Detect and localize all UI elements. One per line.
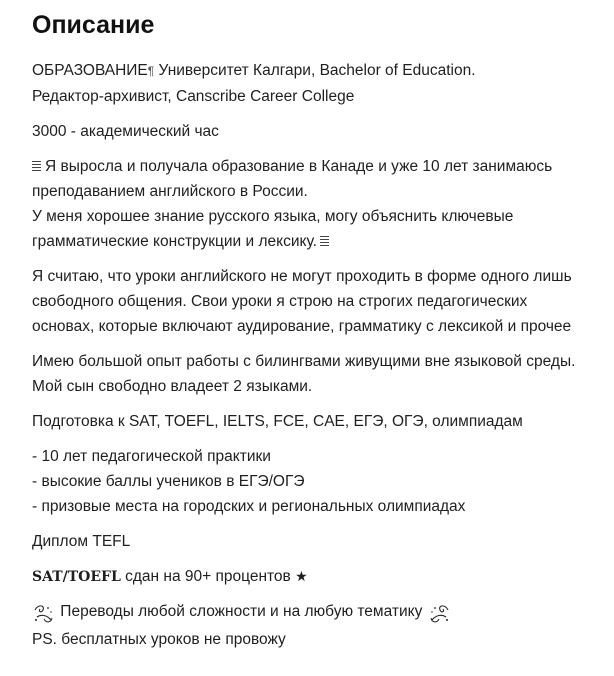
exam-prep-paragraph: Подготовка к SAT, TOEFL, IELTS, FCE, CAE, ЕГЭ, ОГЭ, олимпиадам bbox=[32, 413, 523, 430]
method-line-2: свободного общения. Свои уроки я строю на строгих педагогических bbox=[32, 293, 528, 310]
experience-paragraph bbox=[32, 349, 614, 399]
education-paragraph bbox=[32, 58, 614, 109]
education-line-2: Редактор-архивист, Canscribe Career College bbox=[32, 88, 355, 105]
about-line-4: грамматические конструкции и лексику. bbox=[32, 229, 614, 254]
achievement-item: - высокие баллы учеников в ЕГЭ/ОГЭ bbox=[32, 473, 305, 490]
diploma-paragraph: Диплом TEFL bbox=[32, 533, 131, 550]
education-line-1 bbox=[32, 58, 614, 84]
swirl-ornament-icon bbox=[32, 601, 56, 625]
experience-line-2: Мой сын свободно владеет 2 языками. bbox=[32, 378, 313, 395]
method-line-1: Я считаю, что уроки английского не могут проходить в форме одного лишь bbox=[32, 268, 572, 285]
achievement-item: - призовые места на городских и региональных олимпиадах bbox=[32, 498, 466, 515]
description-section bbox=[32, 10, 614, 652]
achievement-item: - 10 лет педагогической практики bbox=[32, 448, 271, 465]
ps-paragraph: PS. бесплатных уроков не провожу bbox=[32, 631, 286, 648]
about-line-1: Я выросла и получала образование в Канаде и уже 10 лет занимаюсь bbox=[32, 154, 614, 179]
about-line-3: У меня хорошее знание русского языка, могу объяснить ключевые bbox=[32, 208, 514, 225]
exam-names-bold: SAT/TOEFL bbox=[32, 569, 121, 585]
star-icon: ★ bbox=[295, 568, 308, 584]
achievements-list bbox=[32, 444, 614, 519]
translations-text: Переводы любой сложности и на любую тематику bbox=[56, 603, 427, 620]
method-line-3: основах, которые включают аудирование, грамматику с лексикой и прочее bbox=[32, 318, 572, 335]
section-heading: Описание bbox=[32, 11, 155, 39]
method-paragraph bbox=[32, 264, 614, 339]
pilcrow-mark: ¶ bbox=[147, 64, 155, 78]
price-paragraph: 3000 - академический час bbox=[32, 123, 219, 140]
swirl-ornament-icon bbox=[427, 601, 451, 625]
experience-line-1: Имею большой опыт работы с билингвами живущими вне языковой среды. bbox=[32, 353, 576, 370]
exam-score-paragraph: SAT/TOEFL сдан на 90+ процентов ★ bbox=[32, 568, 308, 585]
translations-paragraph bbox=[32, 599, 614, 625]
about-paragraph bbox=[32, 154, 614, 254]
about-line-2: преподаванием английского в России. bbox=[32, 183, 308, 200]
education-university: Университет Калгари, Bachelor of Education. bbox=[154, 62, 476, 79]
lines-glyph-icon bbox=[320, 236, 329, 247]
lines-glyph-icon bbox=[32, 161, 41, 172]
education-label: ОБРАЗОВАНИЕ bbox=[32, 62, 148, 79]
